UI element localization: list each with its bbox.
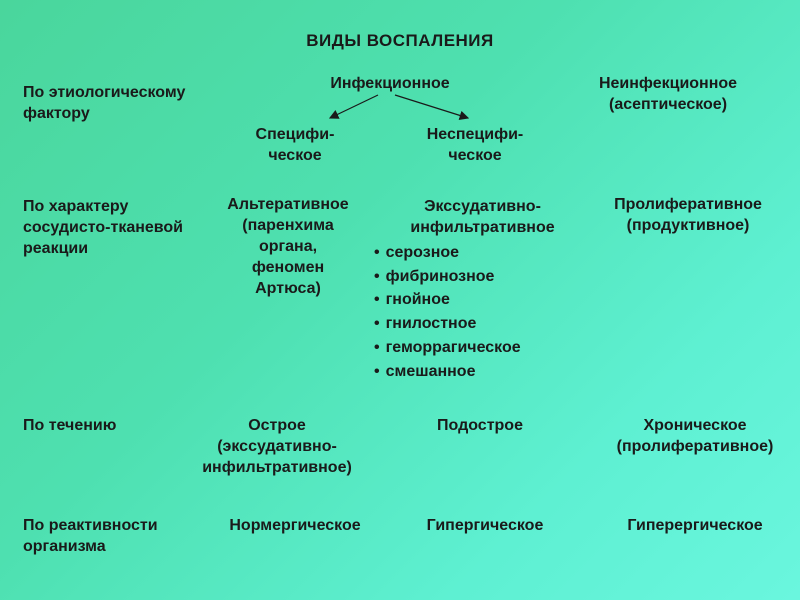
- hypergic-type: Гипергическое: [426, 517, 544, 534]
- exudative-subtypes-list: [374, 241, 521, 383]
- row-label-reactivity: По реактивности организма: [23, 517, 158, 555]
- alterative-type: Альтеративное (паренхима органа, феномен Артюса): [227, 196, 349, 297]
- exudative-type: Экссудативно- инфильтративное: [410, 198, 555, 236]
- nonspecific-type: Неспецифи- ческое: [426, 126, 524, 164]
- row-label-reaction: По характеру сосудисто-тканевой реакции: [23, 198, 184, 257]
- list-item: • серозное: [374, 241, 521, 265]
- hyperergic-type: Гиперергическое: [627, 517, 763, 534]
- chronic-type: Хроническое (пролиферативное): [616, 417, 774, 455]
- list-item: • геморрагическое: [374, 336, 521, 360]
- normergic-type: Нормергическое: [229, 517, 361, 534]
- acute-type: Острое (экссудативно- инфильтративное): [202, 417, 352, 476]
- arrow-to-nonspecific: [395, 95, 468, 118]
- noninfectious-type: Неинфекционное (асептическое): [598, 75, 738, 113]
- page-title: ВИДЫ ВОСПАЛЕНИЯ: [306, 31, 494, 50]
- proliferative-type: Пролиферативное (продуктивное): [614, 196, 762, 234]
- specific-type: Специфи- ческое: [255, 126, 335, 164]
- arrow-to-specific: [330, 95, 378, 118]
- list-item: • гнойное: [374, 288, 521, 312]
- list-item: • смешанное: [374, 360, 521, 384]
- row-label-etiology: По этиологическому фактору: [23, 84, 186, 122]
- list-item: • фибринозное: [374, 265, 521, 289]
- infectious-heading: Инфекционное: [330, 75, 450, 92]
- row-label-course: По течению: [23, 417, 117, 434]
- list-item: • гнилостное: [374, 312, 521, 336]
- subacute-type: Подострое: [437, 417, 523, 434]
